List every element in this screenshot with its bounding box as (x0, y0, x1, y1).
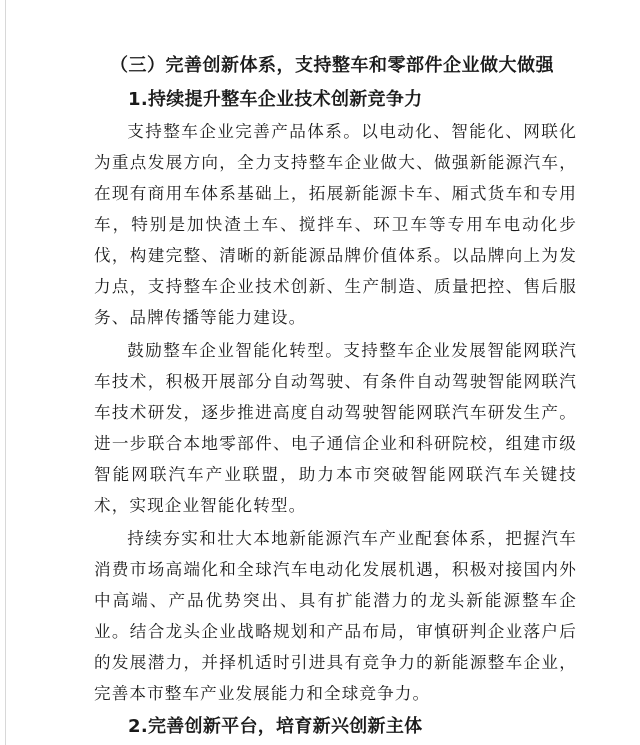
page-edge-divider (5, 0, 6, 745)
section-title: （三）完善创新体系，支持整车和零部件企业做大做强 (110, 55, 554, 76)
paragraph-intelligent-transformation: 鼓励整车企业智能化转型。支持整车企业发展智能网联汽车技术，积极开展部分自动驾驶、有条件自动驾驶智能网联汽车技术研发，逐步推进高度自动驾驶智能网联汽车研发生产。进一步联合本地零部件、电子通信企业和科研院校，组建市级智能网联汽车产业联盟，助力本市突破智能网联汽车关键技术，实现企业智能化转型。 (94, 341, 577, 515)
subsection-title-1: 1.持续提升整车企业技术创新竞争力 (128, 89, 423, 110)
paragraph-supporting-system: 持续夯实和壮大本地新能源汽车产业配套体系，把握汽车消费市场高端化和全球汽车电动化发展机遇，积极对接国内外中高端、产品优势突出、具有扩能潜力的龙头新能源整车企业。结合龙头企业战略规划和产品布局，审慎研判企业落户后的发展潜力，并择机适时引进具有竞争力的新能源整车企业，完善本市整车产业发展能力和全球竞争力。 (94, 529, 577, 703)
document-body (94, 52, 577, 743)
subsection-title-2: 2.完善创新平台，培育新兴创新主体 (128, 716, 423, 737)
paragraph-product-system: 支持整车企业完善产品体系。以电动化、智能化、网联化为重点发展方向，全力支持整车企业做大、做强新能源汽车，在现有商用车体系基础上，拓展新能源卡车、厢式货车和专用车，特别是加快渣土车、搅拌车、环卫车等专用车电动化步伐，构建完整、清晰的新能源品牌价值体系。以品牌向上为发力点，支持整车企业技术创新、生产制造、质量把控、售后服务、品牌传播等能力建设。 (94, 122, 577, 327)
